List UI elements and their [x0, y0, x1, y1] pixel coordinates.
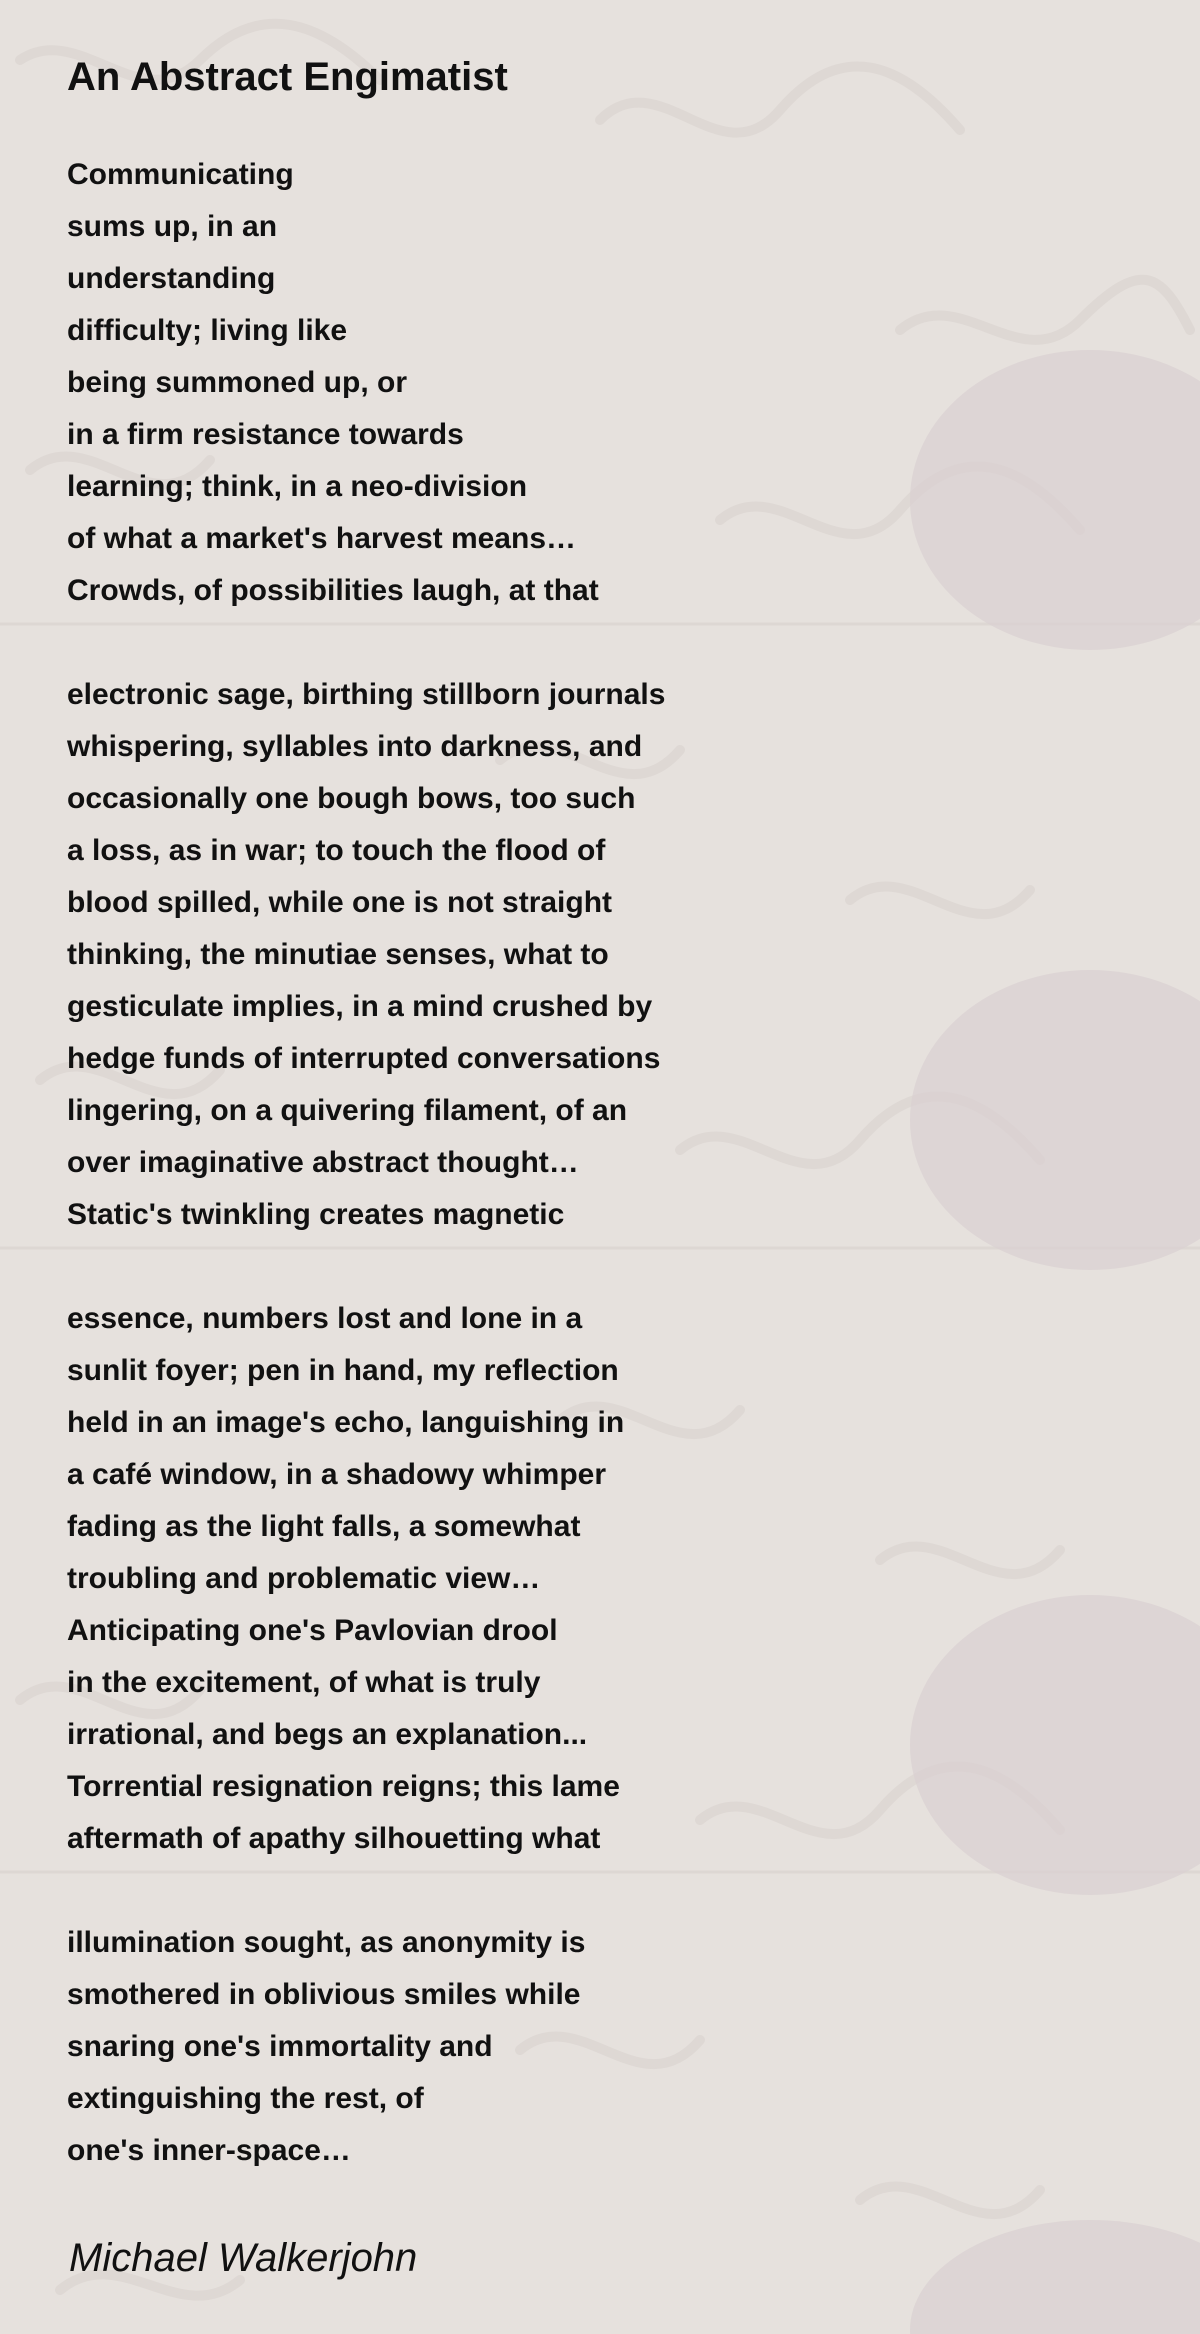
poem-line: one's inner-space… — [67, 2134, 351, 2167]
poem-line: over imaginative abstract thought… — [67, 1146, 579, 1179]
poem-line: sums up, in an — [67, 210, 278, 243]
poem-line: understanding — [67, 262, 276, 295]
poem-line: occasionally one bough bows, too such — [67, 782, 636, 815]
poem-line: a loss, as in war; to touch the flood of — [67, 834, 606, 867]
poem-line: Anticipating one's Pavlovian drool — [67, 1614, 558, 1647]
poem-line: essence, numbers lost and lone in a — [67, 1302, 583, 1335]
poem-line: illumination sought, as anonymity is — [67, 1926, 586, 1959]
poem-line: a café window, in a shadowy whimper — [67, 1458, 607, 1491]
poem-line: Static's twinkling creates magnetic — [67, 1198, 565, 1231]
stanza-break — [67, 1241, 665, 1293]
poem-line: in a firm resistance towards — [67, 418, 464, 451]
poem-line: whispering, syllables into darkness, and — [67, 730, 643, 763]
stanza-break — [67, 617, 665, 669]
poem-line: sunlit foyer; pen in hand, my reflection — [67, 1354, 619, 1387]
poem-line: smothered in oblivious smiles while — [67, 1978, 581, 2011]
poem-line: extinguishing the rest, of — [67, 2082, 424, 2115]
poem-line: fading as the light falls, a somewhat — [67, 1510, 581, 1543]
poem-line: irrational, and begs an explanation... — [67, 1718, 588, 1751]
poem-line: of what a market's harvest means… — [67, 522, 577, 555]
poem-line: Torrential resignation reigns; this lame — [67, 1770, 620, 1803]
poem-line: Communicating — [67, 158, 294, 191]
poem-line: hedge funds of interrupted conversations — [67, 1042, 661, 1075]
poem-line: learning; think, in a neo-division — [67, 470, 528, 503]
poem-line: aftermath of apathy silhouetting what — [67, 1822, 601, 1855]
poem-line: troubling and problematic view… — [67, 1562, 541, 1595]
poem-line: difficulty; living like — [67, 314, 348, 347]
poem-line: electronic sage, birthing stillborn journals — [67, 678, 666, 711]
poem-author: Michael Walkerjohn — [69, 2236, 418, 2280]
poem-line: snaring one's immortality and — [67, 2030, 493, 2063]
poem-body — [67, 149, 665, 2177]
stanza-break — [67, 1865, 665, 1917]
poem-line: in the excitement, of what is truly — [67, 1666, 541, 1699]
poem-line: blood spilled, while one is not straight — [67, 886, 613, 919]
poem-line: lingering, on a quivering filament, of an — [67, 1094, 628, 1127]
poem-line: Crowds, of possibilities laugh, at that — [67, 574, 599, 607]
poem-line: being summoned up, or — [67, 366, 408, 399]
poem-title: An Abstract Engimatist — [67, 55, 508, 99]
poem-line: gesticulate implies, in a mind crushed by — [67, 990, 653, 1023]
poem-line: held in an image's echo, languishing in — [67, 1406, 625, 1439]
poem-line: thinking, the minutiae senses, what to — [67, 938, 609, 971]
